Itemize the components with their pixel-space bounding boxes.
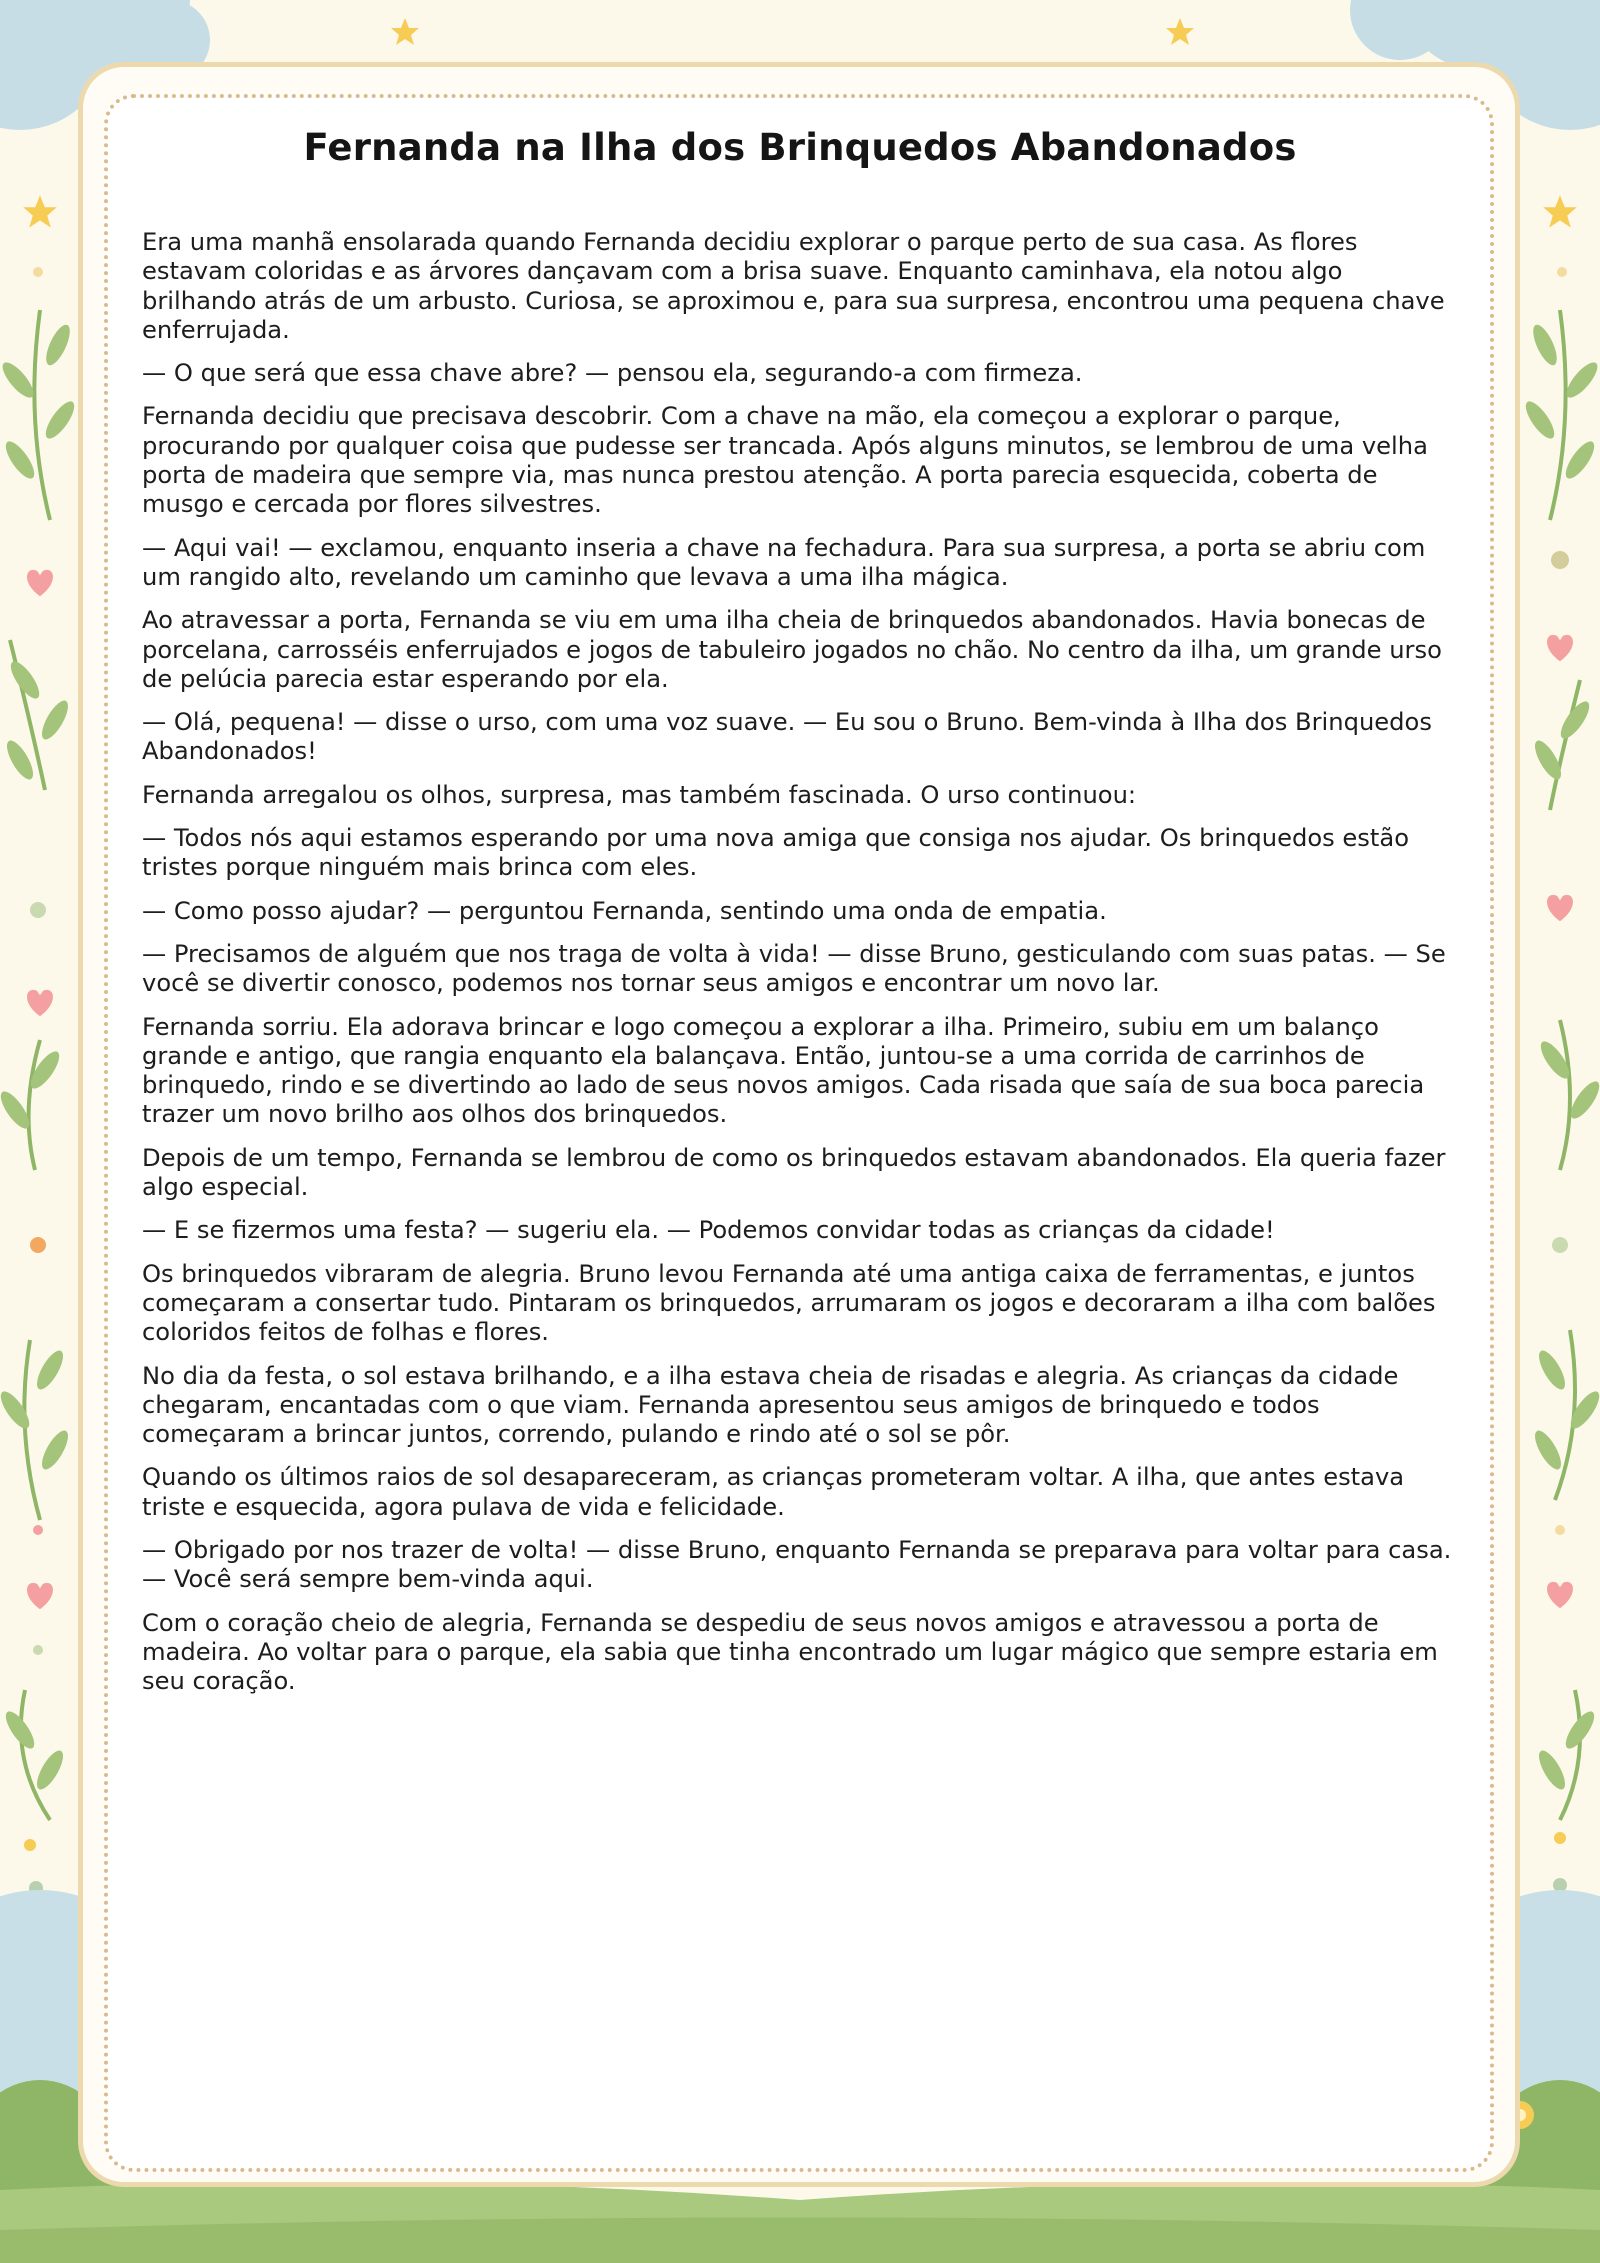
paragraph: — Como posso ajudar? — perguntou Fernanda, sentindo uma onda de empatia. [142,896,1107,925]
paragraph: Fernanda decidiu que precisava descobrir. Com a chave na mão, ela começou a explorar o parque, procurando por qualquer coisa que pudesse ser trancada. Após alguns minutos, se lembrou de uma velha porta de madeira que sempre via, mas nunca prestou atenção. A porta parecia esquecida, coberta de musgo e cercada por flores silvestres. [142,402,1428,519]
paragraph: Quando os últimos raios de sol desapareceram, as crianças prometeram voltar. A ilha, que antes estava triste e esquecida, agora pulava de vida e felicidade. [142,1463,1405,1521]
paragraph: Os brinquedos vibraram de alegria. Bruno levou Fernanda até uma antiga caixa de ferramentas, e juntos começaram a consertar tudo. Pintaram os brinquedos, arrumaram os jogos e decoraram a ilha com balões coloridos feitos de folhas e flores. [142,1259,1436,1347]
paragraph: — E se fizermos uma festa? — sugeriu ela. — Podemos convidar todas as crianças da cidade! [142,1216,1275,1245]
paragraph: No dia da festa, o sol estava brilhando, e a ilha estava cheia de risadas e alegria. As crianças da cidade chegaram, encantadas com o que viam. Fernanda apresentou seus amigos de brinquedo e todos começaram a brincar juntos, correndo, pulando e rindo até o sol se pôr. [142,1361,1399,1449]
paragraph: — Olá, pequena! — disse o urso, com uma voz suave. — Eu sou o Bruno. Bem-vinda à Ilha dos Brinquedos Abandonados! [142,708,1432,766]
paragraph: — O que será que essa chave abre? — pensou ela, segurando-a com firmeza. [142,359,1083,388]
paragraph: — Obrigado por nos trazer de volta! — disse Bruno, enquanto Fernanda se preparava para voltar para casa. — Você será sempre bem-vinda aqui. [142,1535,1452,1594]
story-title: Fernanda na Ilha dos Brinquedos Abandonados [303,126,1297,169]
paragraph: Fernanda sorriu. Ela adorava brincar e logo começou a explorar a ilha. Primeiro, subiu em um balanço grande e antigo, que rangia enquanto ela balançava. Então, juntou-se a uma corrida de carrinhos de brinquedo, rindo e se divertindo ao lado de seus novos amigos. Cada risada que saía de sua boca parecia trazer um novo brilho aos olhos dos brinquedos. [142,1012,1425,1129]
paragraph: — Aqui vai! — exclamou, enquanto inseria a chave na fechadura. Para sua surpresa, a porta se abriu com um rangido alto, revelando um caminho que levava a uma ilha mágica. [142,533,1426,591]
paragraph: Era uma manhã ensolarada quando Fernanda decidiu explorar o parque perto de sua casa. As flores estavam coloridas e as árvores dançavam com a brisa suave. Enquanto caminhava, ela notou algo brilhando atrás de um arbusto. Curiosa, se aproximou e, para sua surpresa, encontrou uma pequena chave enferrujada. [142,228,1445,344]
paragraph: Depois de um tempo, Fernanda se lembrou de como os brinquedos estavam abandonados. Ela queria fazer algo especial. [142,1143,1446,1202]
paragraph: Ao atravessar a porta, Fernanda se viu em uma ilha cheia de brinquedos abandonados. Havia bonecas de porcelana, carrosséis enferrujados e jogos de tabuleiro jogados no chão. No centro da ilha, um grande urso de pelúcia parecia estar esperando por ela. [142,606,1442,693]
paragraph: — Todos nós aqui estamos esperando por uma nova amiga que consiga nos ajudar. Os brinquedos estão tristes porque ninguém mais brinca com eles. [142,824,1410,882]
paragraph: Fernanda arregalou os olhos, surpresa, mas também fascinada. O urso continuou: [142,780,1137,809]
story-body [142,228,1458,1710]
paragraph: Com o coração cheio de alegria, Fernanda se despediu de seus novos amigos e atravessou a porta de madeira. Ao voltar para o parque, ela sabia que tinha encontrado um lugar mágico que sempre estaria em seu coração. [142,1608,1438,1696]
paragraph: — Precisamos de alguém que nos traga de volta à vida! — disse Bruno, gesticulando com suas patas. — Se você se divertir conosco, podemos nos tornar seus amigos e encontrar um novo lar. [142,939,1446,998]
